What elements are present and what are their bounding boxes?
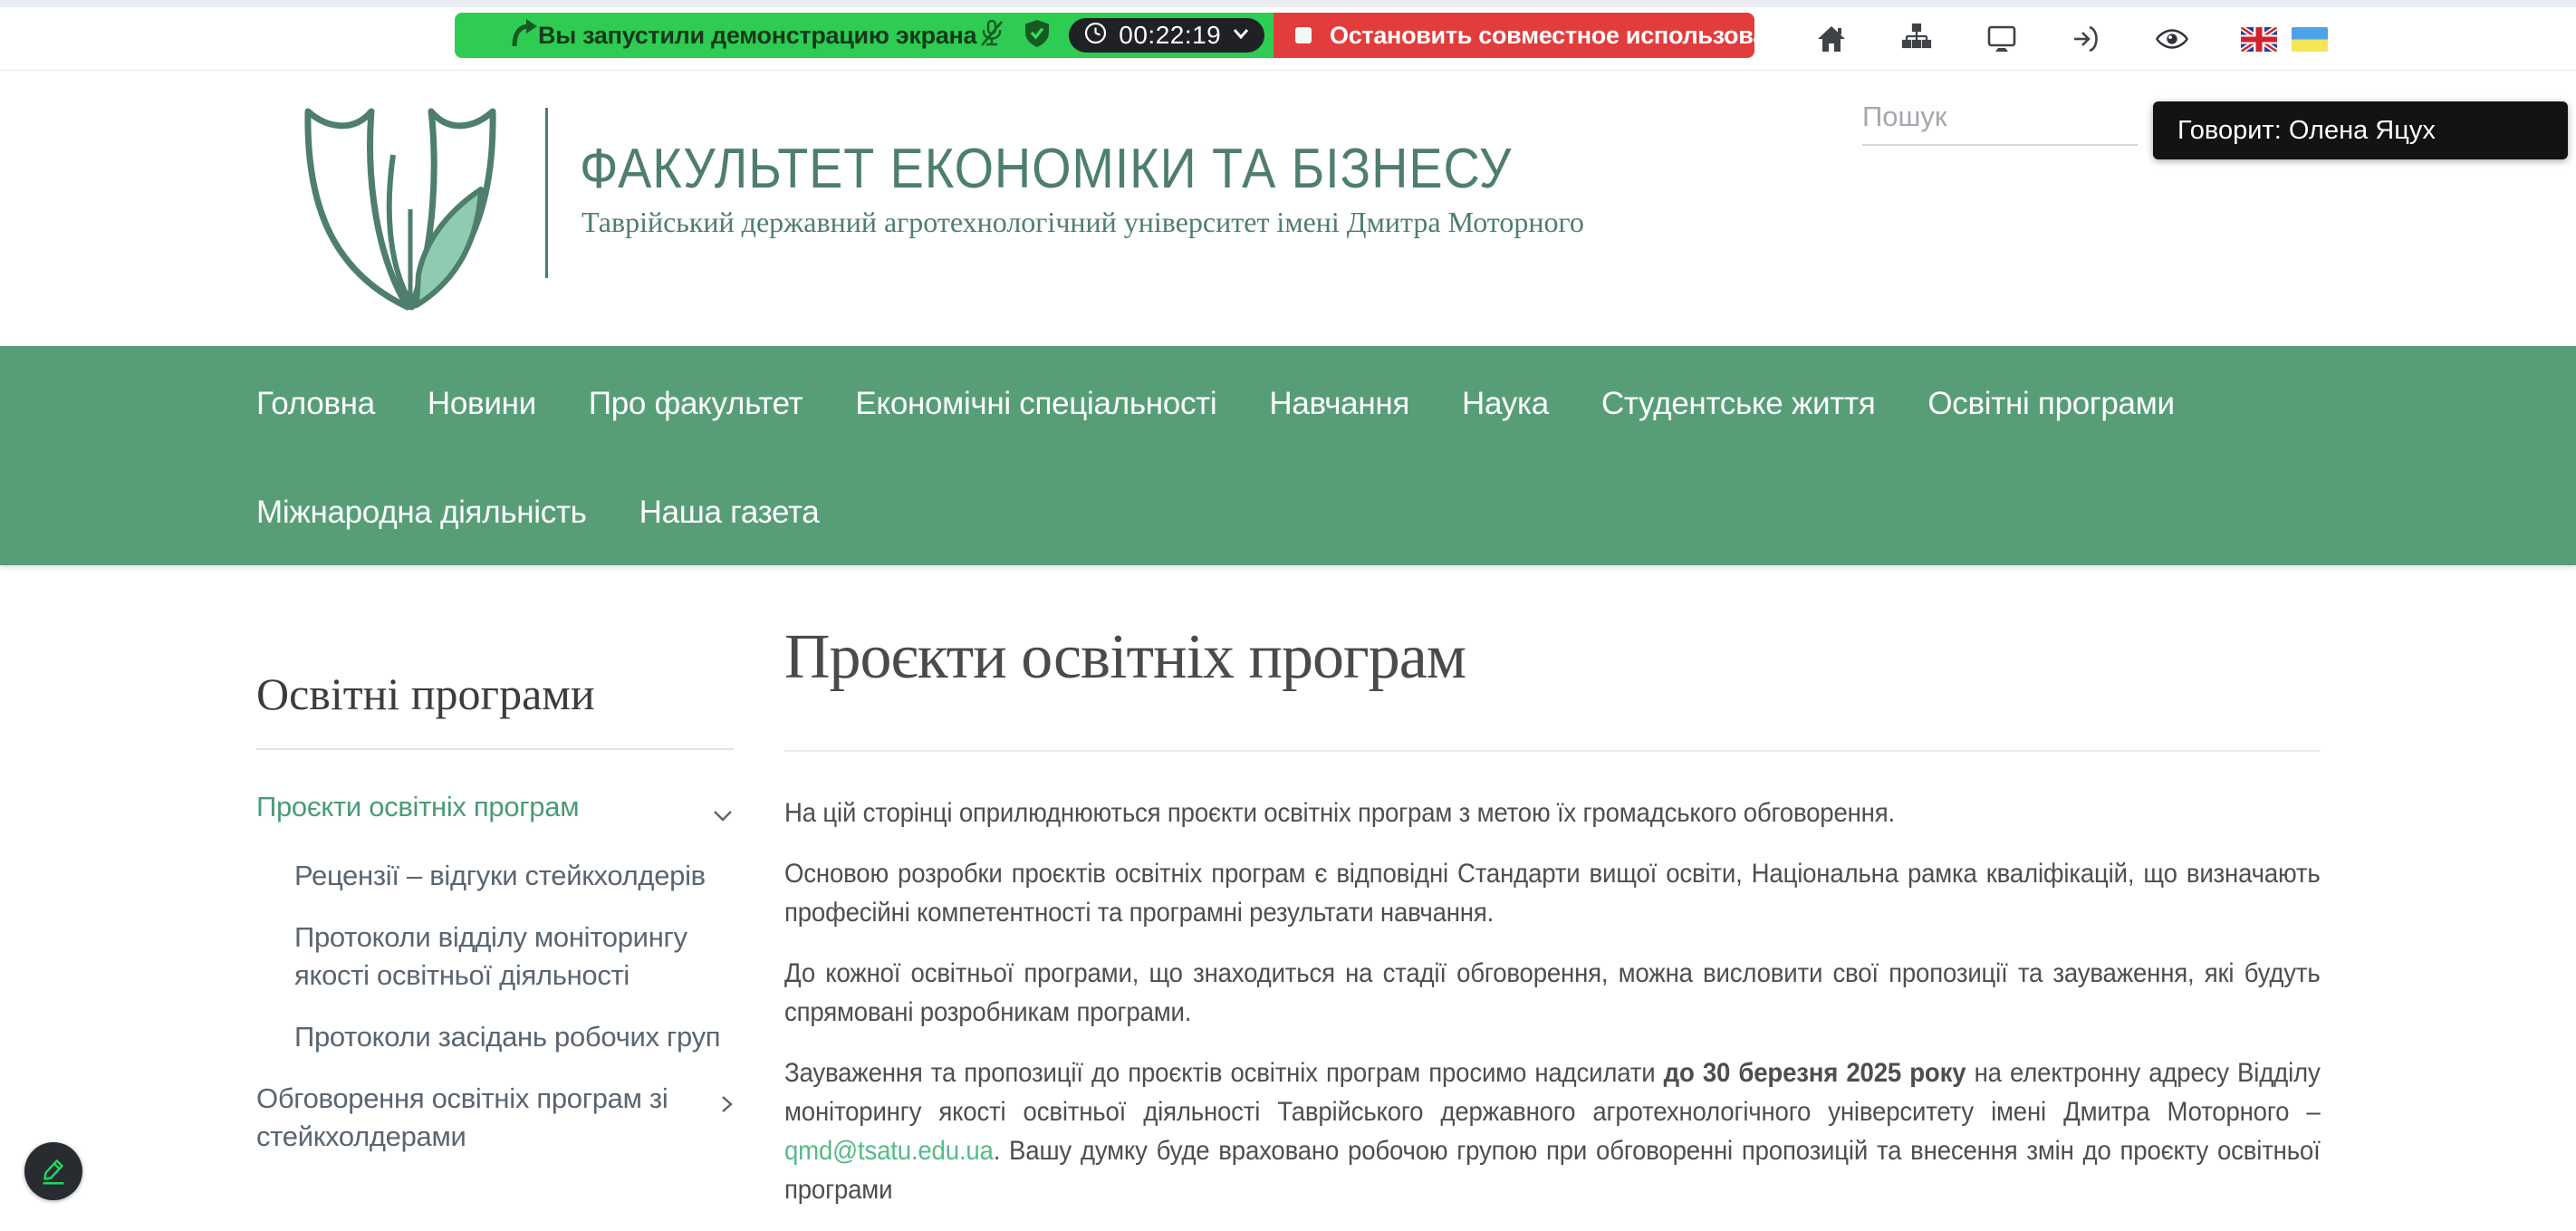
main-area: [256, 565, 2321, 1231]
nav-item-news[interactable]: Новини: [427, 386, 536, 421]
nav-item-international[interactable]: Міжнародна діяльність: [256, 495, 587, 530]
eye-icon[interactable]: [2156, 23, 2188, 55]
ua-flag[interactable]: [2292, 27, 2328, 52]
sidebar-item-label: Протоколи засідань робочих груп: [294, 1021, 721, 1053]
sidebar-divider: [256, 748, 734, 750]
deadline-text-mid: на електронну адресу Відділу моніторингу якості освітньої діяльності Таврійського державного агротехнологічного університету імені Дмитра Моторного –: [784, 1058, 2321, 1127]
site-utility-icons: [1815, 20, 2328, 58]
monitor-icon[interactable]: [1985, 23, 2018, 55]
stop-icon: [1295, 27, 1312, 43]
page-content: [784, 565, 2321, 1231]
chevron-down-icon[interactable]: [712, 795, 734, 833]
sidebar-item-working-group-protocols[interactable]: [256, 1018, 734, 1056]
sidebar-title: Освітні програми: [256, 668, 595, 719]
nav-item-home[interactable]: Головна: [256, 386, 375, 421]
chevron-right-icon[interactable]: [719, 1087, 734, 1125]
share-timer: 00:22:19: [1119, 21, 1222, 49]
shield-check-icon[interactable]: [1022, 18, 1053, 53]
search-input[interactable]: [1862, 90, 2138, 146]
share-message: Вы запустили демонстрацию экрана: [538, 21, 977, 49]
present-arrow-icon: [505, 17, 538, 54]
nav-item-newspaper[interactable]: Наша газета: [639, 495, 820, 530]
deadline-date: до 30 березня 2025 року: [1663, 1058, 1966, 1088]
sidebar-item-reviews[interactable]: [256, 857, 734, 895]
screen-share-bar: [455, 13, 1809, 58]
chevron-down-icon: [1232, 26, 1250, 45]
sidebar: [256, 565, 734, 1231]
nav-row-2: [256, 493, 871, 533]
nav-item-about-faculty[interactable]: Про факультет: [588, 386, 803, 421]
sidebar-list: [256, 788, 734, 1156]
sidebar-item-project-programs[interactable]: [256, 788, 734, 833]
browser-top-strip: [0, 0, 2576, 7]
sidebar-item-label: Проєкти освітніх програм: [256, 791, 580, 822]
site-header: [0, 72, 2576, 346]
deadline-text-start: Зауваження та пропозиції до проєктів освітніх програм просимо надсилати: [784, 1058, 1664, 1088]
pencil-icon: [35, 1151, 72, 1192]
nav-item-economic-specialties[interactable]: Економічні спеціальності: [855, 386, 1217, 421]
faculty-logo[interactable]: [283, 101, 511, 315]
speaker-toast: Говорит: Олена Яцух: [2153, 101, 2568, 159]
edit-fab-button[interactable]: [24, 1142, 82, 1200]
nav-row-1: [256, 384, 2227, 424]
share-timer-pill[interactable]: [1069, 18, 1264, 53]
paragraph-basis: Основою розробки проєктів освітніх програм є відповідні Стандарти вищої освіти, Національна рамка кваліфікацій, що визначають професійні компетентності та програмні результати навчання.: [784, 859, 2321, 928]
sidebar-item-stakeholder-discussion[interactable]: [256, 1080, 734, 1156]
stop-sharing-button[interactable]: [1274, 13, 1809, 58]
site-title[interactable]: ФАКУЛЬТЕТ ЕКОНОМІКИ ТА БІЗНЕСУ: [580, 138, 1513, 200]
page-title: Проєкти освітніх програм: [784, 622, 1466, 692]
nav-item-student-life[interactable]: Студентське життя: [1600, 386, 1876, 421]
uk-flag[interactable]: [2241, 27, 2277, 52]
sidebar-item-label: Обговорення освітніх програм зі стейкхолдерами: [256, 1082, 668, 1152]
sidebar-item-label: Протоколи відділу моніторингу якості освітньої діяльності: [294, 921, 687, 991]
logo-divider: [545, 108, 548, 278]
stop-sharing-label: Остановить совместное использование: [1330, 21, 1809, 49]
nav-item-science[interactable]: Наука: [1462, 386, 1549, 421]
mic-off-icon[interactable]: [976, 18, 1007, 53]
paragraph-deadline: [784, 1053, 2321, 1209]
site-subtitle: Таврійський державний агротехнологічний університет імені Дмитра Моторного: [582, 206, 1584, 238]
screen-share-status: [455, 13, 1274, 58]
login-icon[interactable]: [2071, 23, 2103, 55]
sitemap-icon[interactable]: [1900, 23, 1933, 55]
clock-icon: [1083, 21, 1108, 50]
sidebar-item-label: Рецензії – відгуки стейкхолдерів: [294, 860, 706, 891]
content-divider: [784, 750, 2321, 752]
deadline-text-end: . Вашу думку буде враховано робочою групою при обговоренні пропозицій та внесення змін до проєкту освітньої програми: [784, 1136, 2321, 1205]
paragraph-proposals: До кожної освітньої програми, що знаходиться на стадії обговорення, можна висловити свої пропозиції та зауваження, які будуть спрямовані розробникам програми.: [784, 958, 2321, 1027]
main-navigation: [0, 346, 2576, 565]
email-link[interactable]: qmd@tsatu.edu.ua: [784, 1136, 994, 1166]
nav-item-education[interactable]: Навчання: [1269, 386, 1410, 421]
nav-item-educational-programs[interactable]: Освітні програми: [1927, 386, 2175, 421]
paragraph-intro: На цій сторінці оприлюднюються проєкти освітніх програм з метою їх громадського обговорення.: [784, 798, 1896, 828]
home-icon[interactable]: [1815, 23, 1848, 55]
sidebar-item-monitoring-protocols[interactable]: [256, 918, 734, 995]
